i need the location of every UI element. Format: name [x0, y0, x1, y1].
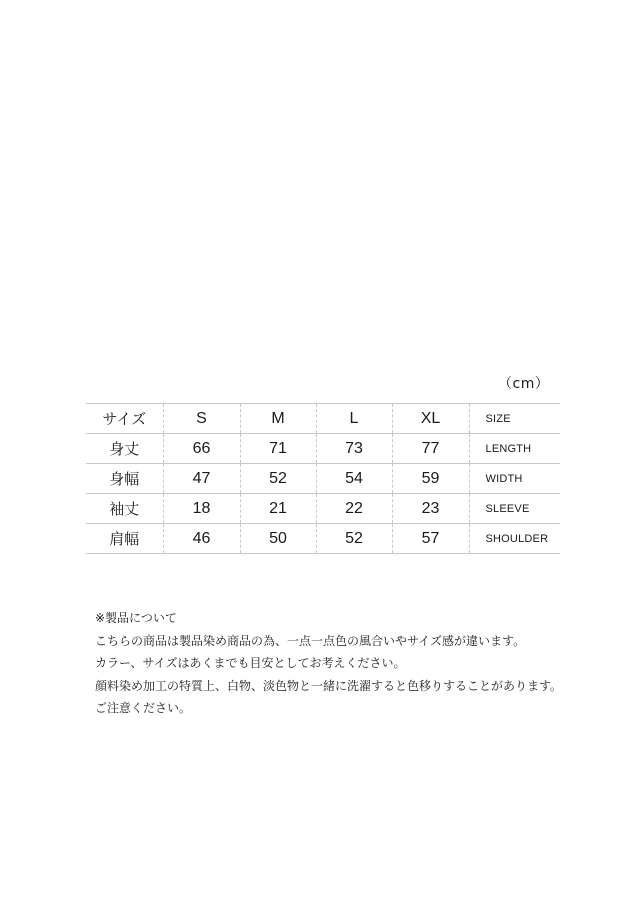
- table-cell: 47: [163, 464, 240, 494]
- table-row-sleeve: [86, 494, 560, 524]
- table-cell: 22: [316, 494, 392, 524]
- table-cell: 52: [316, 524, 392, 554]
- table-cell: 71: [240, 434, 316, 464]
- header-size-l: L: [316, 404, 392, 434]
- table-cell: 73: [316, 434, 392, 464]
- table-cell: 21: [240, 494, 316, 524]
- table-row-length: [86, 434, 560, 464]
- row-label: 袖丈: [86, 494, 163, 524]
- header-size-xl: XL: [392, 404, 469, 434]
- table-cell: 23: [392, 494, 469, 524]
- notes-line: こちらの商品は製品染め商品の為、一点一点色の風合いやサイズ感が違います。: [95, 633, 526, 648]
- header-size-m: M: [240, 404, 316, 434]
- row-label: 肩幅: [86, 524, 163, 554]
- table-cell: 46: [163, 524, 240, 554]
- row-label: 身幅: [86, 464, 163, 494]
- header-size-en: SIZE: [469, 404, 560, 434]
- table-cell: 66: [163, 434, 240, 464]
- size-chart-table: [86, 403, 560, 554]
- table-cell: 52: [240, 464, 316, 494]
- table-cell: 59: [392, 464, 469, 494]
- notes-line: カラー、サイズはあくまでも目安としてお考えください。: [95, 656, 406, 670]
- unit-label: （cm）: [498, 376, 550, 392]
- table-header-row: [86, 404, 560, 434]
- table-cell: 18: [163, 494, 240, 524]
- product-notes: [95, 607, 562, 720]
- table-cell: 50: [240, 524, 316, 554]
- row-label-en: SLEEVE: [469, 494, 560, 524]
- table-row-shoulder: [86, 524, 560, 554]
- notes-line: 顔料染め加工の特質上、白物、淡色物と一緒に洗濯すると色移りすることがあります。: [95, 678, 563, 693]
- row-label: 身丈: [86, 434, 163, 464]
- header-size-s: S: [163, 404, 240, 434]
- header-size-label: サイズ: [86, 404, 163, 434]
- table-cell: 57: [392, 524, 469, 554]
- table-cell: 77: [392, 434, 469, 464]
- row-label-en: LENGTH: [469, 434, 560, 464]
- table-cell: 54: [316, 464, 392, 494]
- notes-line: ご注意ください。: [95, 701, 192, 715]
- row-label-en: WIDTH: [469, 464, 560, 494]
- notes-heading: ※製品について: [95, 611, 177, 625]
- table-row-width: [86, 464, 560, 494]
- row-label-en: SHOULDER: [469, 524, 560, 554]
